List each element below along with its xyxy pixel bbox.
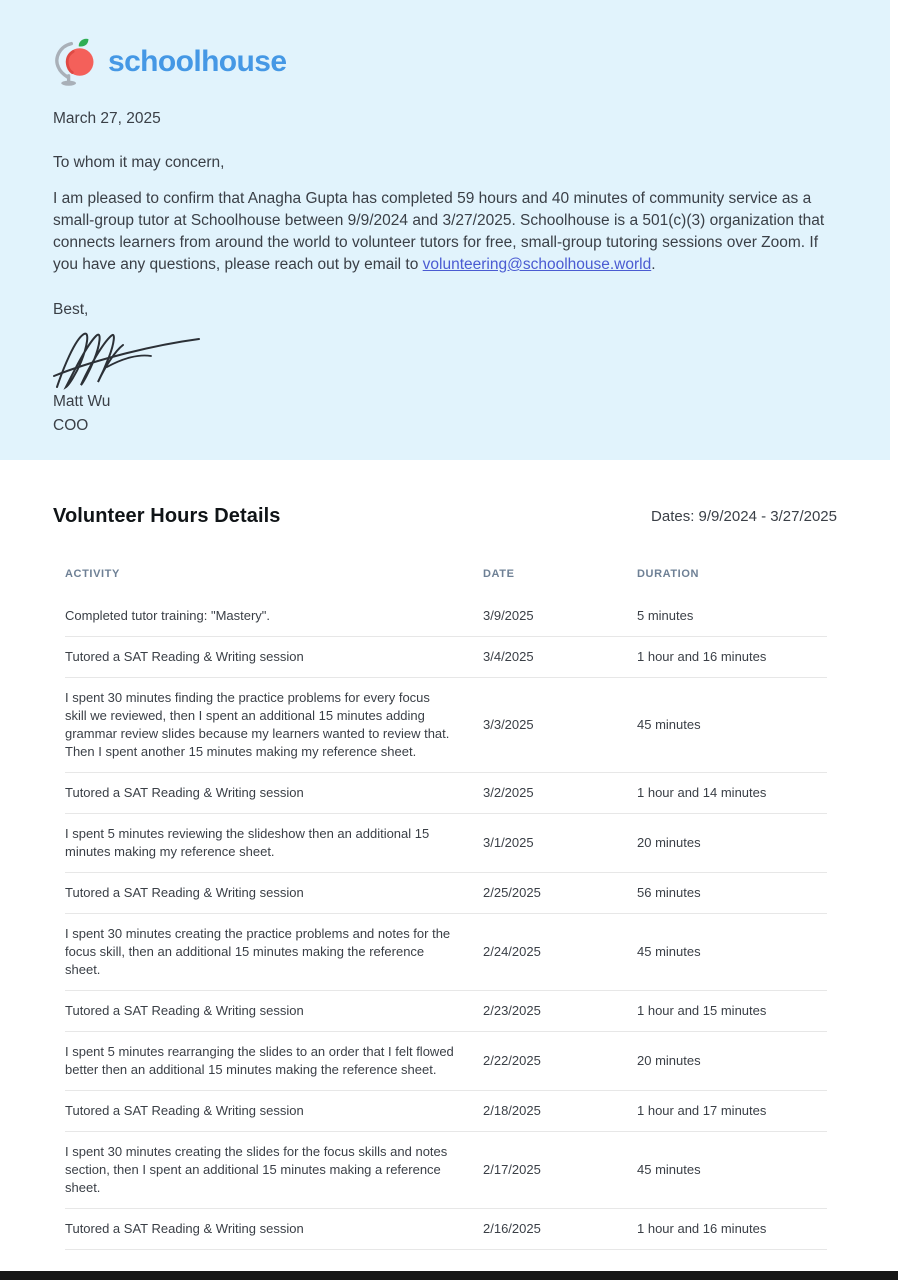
activity-cell: Tutored a SAT Reading & Writing session	[65, 1209, 483, 1250]
table-row	[65, 637, 827, 678]
schoolhouse-logo	[53, 36, 835, 88]
hours-table	[65, 568, 827, 1250]
duration-cell: 20 minutes	[637, 1032, 827, 1091]
email-link[interactable]: volunteering@schoolhouse.world	[422, 256, 652, 273]
activity-cell: I spent 5 minutes rearranging the slides to an order that I felt flowed better then an additional 15 minutes making the reference sheet.	[65, 1032, 483, 1091]
table-row	[65, 1209, 827, 1250]
date-cell: 3/4/2025	[483, 637, 637, 678]
date-cell: 2/24/2025	[483, 914, 637, 991]
signature-image	[51, 325, 203, 391]
duration-cell: 1 hour and 16 minutes	[637, 1209, 827, 1250]
globe-apple-icon	[53, 37, 99, 87]
activity-cell: Completed tutor training: "Mastery".	[65, 596, 483, 637]
activity-cell: Tutored a SAT Reading & Writing session	[65, 991, 483, 1032]
table-row	[65, 678, 827, 773]
table-row	[65, 914, 827, 991]
salutation: To whom it may concern,	[53, 154, 225, 171]
table-row	[65, 773, 827, 814]
letterhead-section	[0, 0, 890, 460]
duration-cell: 1 hour and 15 minutes	[637, 991, 827, 1032]
activity-cell: I spent 30 minutes finding the practice problems for every focus skill we reviewed, then I spent an additional 15 minutes adding grammar review slides because my learners wanted to review that. Then I spent another 15 minutes making my reference sheet.	[65, 678, 483, 773]
date-cell: 3/2/2025	[483, 773, 637, 814]
table-row	[65, 991, 827, 1032]
hours-table-body	[65, 596, 827, 1250]
date-cell: 2/23/2025	[483, 991, 637, 1032]
duration-cell: 45 minutes	[637, 914, 827, 991]
duration-cell: 56 minutes	[637, 873, 827, 914]
column-header-duration: DURATION	[637, 568, 700, 580]
signer-name: Matt Wu	[53, 393, 111, 410]
duration-cell: 45 minutes	[637, 678, 827, 773]
duration-cell: 1 hour and 16 minutes	[637, 637, 827, 678]
duration-cell: 45 minutes	[637, 1132, 827, 1209]
details-header	[53, 505, 837, 528]
table-row	[65, 596, 827, 637]
column-header-activity: ACTIVITY	[65, 568, 120, 580]
table-row	[65, 814, 827, 873]
activity-cell: Tutored a SAT Reading & Writing session	[65, 1091, 483, 1132]
date-cell: 3/3/2025	[483, 678, 637, 773]
date-cell: 3/9/2025	[483, 596, 637, 637]
date-cell: 2/18/2025	[483, 1091, 637, 1132]
date-cell: 3/1/2025	[483, 814, 637, 873]
volunteer-hours-section	[0, 460, 898, 1250]
duration-cell: 1 hour and 17 minutes	[637, 1091, 827, 1132]
duration-cell: 5 minutes	[637, 596, 827, 637]
activity-cell: Tutored a SAT Reading & Writing session	[65, 637, 483, 678]
activity-cell: Tutored a SAT Reading & Writing session	[65, 873, 483, 914]
signer-title: COO	[53, 417, 89, 434]
date-range: Dates: 9/9/2024 - 3/27/2025	[651, 508, 837, 525]
table-row	[65, 1091, 827, 1132]
date-cell: 2/22/2025	[483, 1032, 637, 1091]
letter-body-text: I am pleased to confirm that Anagha Gupta has completed 59 hours and 40 minutes of community service as a small-group tutor at Schoolhouse between 9/9/2024 and 3/27/2025. Schoolhouse is a 501(c)(3) organization that connects learners from around the world to volunteer tutors for free, small-group tutoring sessions over Zoom. If you have any questions, please reach out by email to	[53, 190, 825, 273]
column-header-date: DATE	[483, 568, 515, 580]
brand-name: schoolhouse	[108, 45, 287, 78]
activity-cell: Tutored a SAT Reading & Writing session	[65, 773, 483, 814]
letter-body	[53, 188, 835, 276]
duration-cell: 20 minutes	[637, 814, 827, 873]
activity-cell: I spent 30 minutes creating the slides for the focus skills and notes section, then I spent an additional 15 minutes making a reference sheet.	[65, 1132, 483, 1209]
duration-cell: 1 hour and 14 minutes	[637, 773, 827, 814]
table-row	[65, 1132, 827, 1209]
bottom-bar	[0, 1271, 898, 1280]
date-cell: 2/16/2025	[483, 1209, 637, 1250]
date-cell: 2/17/2025	[483, 1132, 637, 1209]
closing: Best,	[53, 301, 89, 318]
activity-cell: I spent 30 minutes creating the practice problems and notes for the focus skill, then an additional 15 minutes making the reference sheet.	[65, 914, 483, 991]
table-row	[65, 873, 827, 914]
letter-body-end: .	[651, 256, 656, 273]
table-row	[65, 1032, 827, 1091]
date-cell: 2/25/2025	[483, 873, 637, 914]
table-header-row	[65, 568, 827, 596]
activity-cell: I spent 5 minutes reviewing the slideshow then an additional 15 minutes making my reference sheet.	[65, 814, 483, 873]
letter-date: March 27, 2025	[53, 110, 161, 127]
section-title: Volunteer Hours Details	[53, 505, 281, 527]
